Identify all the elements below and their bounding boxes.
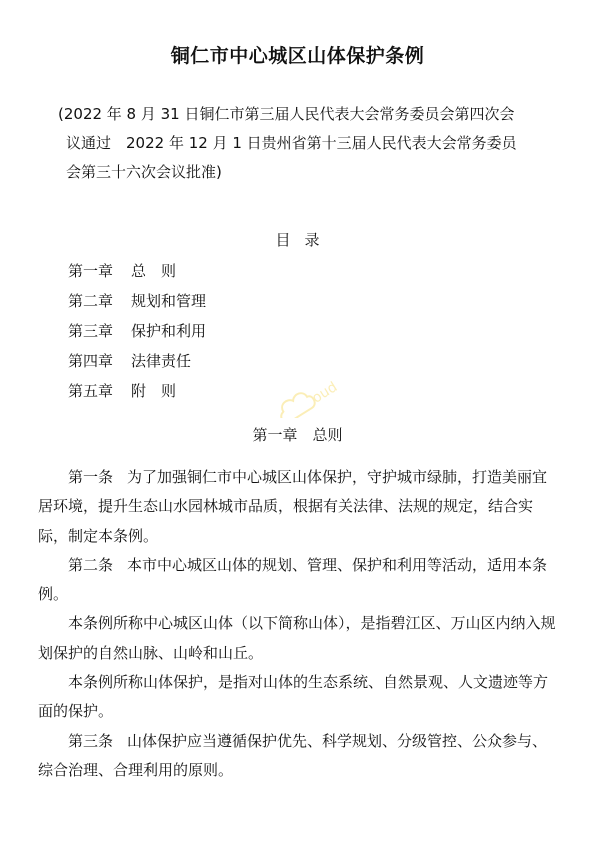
- article-text: 本条例所称山体保护，是指对山体的生态系统、自然景观、人文遗迹等方面的保护。: [38, 673, 549, 721]
- document-body: [38, 463, 560, 785]
- toc-item-number: 第四章: [68, 352, 114, 370]
- toc-item: [68, 256, 206, 286]
- toc-item-name: 保护和利用: [131, 322, 207, 340]
- article-paragraph: [38, 551, 560, 610]
- document-title: 铜仁市中心城区山体保护条例: [170, 45, 425, 67]
- toc-item: [68, 346, 206, 376]
- article-paragraph: [38, 463, 560, 551]
- toc-item-number: 第一章: [68, 262, 114, 280]
- subtitle-line: (2022 年 8 月 31 日铜仁市第三届人民代表大会常务委员会第四次会: [58, 105, 515, 123]
- subtitle-line: 会第三十六次会议批准): [66, 163, 222, 181]
- toc-heading: 目录: [275, 231, 334, 249]
- toc-item-name: 法律责任: [131, 352, 192, 370]
- article-text: 本市中心城区山体的规划、管理、保护和利用等活动，适用本条例。: [38, 555, 548, 604]
- toc-item-name: 附 则: [131, 382, 177, 400]
- article-text: 为了加强铜仁市中心城区山体保护，守护城市绿肺，打造美丽宜居环境，提升生态山水园林城市品质，根据有关法律、法规的规定，结合实际，制定本条例。: [38, 468, 548, 545]
- table-of-contents: [68, 256, 206, 406]
- toc-item-name: 规划和管理: [131, 292, 207, 310]
- toc-item-number: 第二章: [68, 292, 114, 310]
- article-label: 第一条: [68, 468, 114, 486]
- document-subtitle: [58, 100, 553, 187]
- toc-item: [68, 286, 206, 316]
- article-label: 第二条: [68, 555, 114, 574]
- toc-item: [68, 376, 206, 406]
- subtitle-line: 议通过 2022 年 12 月 1 日贵州省第十三届人民代表大会常务委员: [66, 134, 517, 152]
- toc-item: [68, 316, 206, 346]
- article-paragraph: [38, 609, 560, 668]
- svg-text:oud: oud: [309, 379, 341, 407]
- cloud-logo-icon: [262, 378, 357, 418]
- article-text: 山体保护应当遵循保护优先、科学规划、分级管控、公众参与、综合治理、合理利用的原则。: [38, 731, 548, 779]
- article-paragraph: [38, 668, 560, 727]
- toc-item-number: 第五章: [68, 382, 114, 400]
- article-text: 本条例所称中心城区山体（以下简称山体），是指碧江区、万山区内纳入规划保护的自然山脉、山岭和山丘。: [38, 614, 556, 662]
- toc-item-name: 总 则: [131, 262, 177, 280]
- chapter-heading: 第一章 总则: [252, 426, 343, 444]
- toc-item-number: 第三章: [68, 322, 114, 340]
- article-paragraph: [38, 727, 560, 786]
- article-label: 第三条: [68, 731, 114, 750]
